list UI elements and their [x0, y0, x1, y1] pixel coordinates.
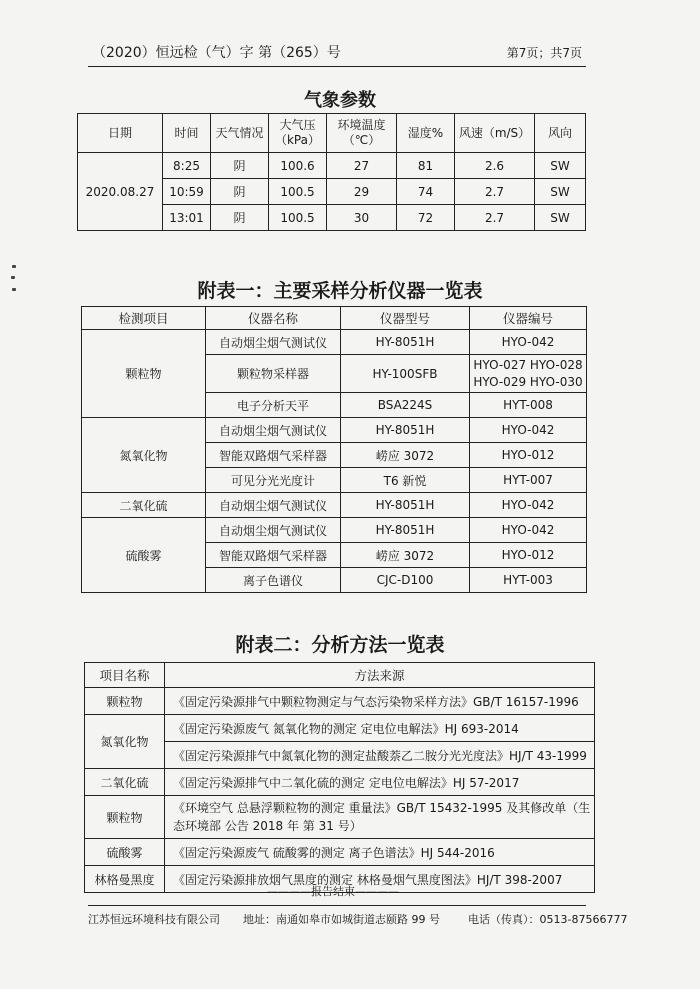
table-cell: 自动烟尘烟气测试仪: [206, 418, 341, 443]
table-cell: 10:59: [163, 179, 211, 205]
table-cell: 8:25: [163, 153, 211, 179]
page-indicator: 第7页；共7页: [506, 46, 582, 60]
col-header: 检测项目: [82, 307, 206, 330]
item-cell: 氮氧化物: [82, 418, 206, 493]
method-cell: 《固定污染源废气 硫酸雾的测定 离子色谱法》HJ 544-2016: [165, 839, 595, 866]
report-end-note: ————报告结束————: [267, 885, 399, 898]
weather-title: 气象参数: [304, 90, 376, 111]
table-row: [85, 796, 595, 839]
item-cell: 颗粒物: [82, 330, 206, 418]
table-header-row: [78, 114, 586, 153]
table-row: [85, 688, 595, 715]
header-divider: [88, 66, 586, 67]
table-cell: CJC-D100: [341, 568, 470, 593]
table-cell: HYO-027 HYO-028 HYO-029 HYO-030: [470, 355, 587, 393]
table-header-row: [82, 307, 587, 330]
table-cell: 27: [327, 153, 397, 179]
binding-mark: [12, 288, 16, 291]
table-cell: 离子色谱仪: [206, 568, 341, 593]
item-cell: 硫酸雾: [85, 839, 165, 866]
table-cell: SW: [535, 153, 586, 179]
col-header: 大气压（kPa）: [269, 114, 327, 153]
table-cell: 崂应 3072: [341, 543, 470, 568]
date-cell: 2020.08.27: [78, 153, 163, 231]
table-cell: 自动烟尘烟气测试仪: [206, 518, 341, 543]
table-row: [82, 493, 587, 518]
table-row: [85, 839, 595, 866]
table-cell: HYO-012: [470, 543, 587, 568]
table-cell: 74: [397, 179, 455, 205]
table-cell: 100.6: [269, 153, 327, 179]
instrument-table: [81, 306, 587, 593]
page-header: [92, 42, 582, 66]
table-cell: 电子分析天平: [206, 393, 341, 418]
table-cell: 100.5: [269, 205, 327, 231]
col-header: 项目名称: [85, 663, 165, 688]
col-header: 风向: [535, 114, 586, 153]
report-number: （2020）恒远检（气）字 第（265）号: [92, 45, 341, 61]
table-cell: 自动烟尘烟气测试仪: [206, 330, 341, 355]
weather-table: [77, 113, 586, 231]
method-cell: 《固定污染源排气中氮氧化物的测定盐酸萘乙二胺分光光度法》HJ/T 43-1999: [165, 742, 595, 769]
col-header: 时间: [163, 114, 211, 153]
method-cell: 《环境空气 总悬浮颗粒物的测定 重量法》GB/T 15432-1995 及其修改单（生态环境部 公告 2018 年 第 31 号）: [165, 796, 595, 839]
method-table-title: 附表二：分析方法一览表: [235, 634, 445, 656]
table-header-row: [85, 663, 595, 688]
table-cell: 100.5: [269, 179, 327, 205]
item-cell: 林格曼黑度: [85, 866, 165, 893]
table-cell: T6 新悦: [341, 468, 470, 493]
table-cell: HYO-042: [470, 493, 587, 518]
method-cell: 《固定污染源排气中颗粒物测定与气态污染物采样方法》GB/T 16157-1996: [165, 688, 595, 715]
method-cell: 《固定污染源废气 氮氧化物的测定 定电位电解法》HJ 693-2014: [165, 715, 595, 742]
company-address: 地址：南通如皋市如城街道志颐路 99 号: [243, 913, 440, 926]
col-header: 天气情况: [211, 114, 269, 153]
table-cell: 颗粒物采样器: [206, 355, 341, 393]
table-cell: HYO-042: [470, 418, 587, 443]
table-cell: HYT-003: [470, 568, 587, 593]
col-header: 湿度%: [397, 114, 455, 153]
table-cell: 阴: [211, 205, 269, 231]
table-cell: SW: [535, 179, 586, 205]
table-cell: 自动烟尘烟气测试仪: [206, 493, 341, 518]
table-row: [82, 518, 587, 543]
item-cell: 氮氧化物: [85, 715, 165, 769]
table-cell: 81: [397, 153, 455, 179]
col-header: 仪器型号: [341, 307, 470, 330]
table-cell: 72: [397, 205, 455, 231]
table-cell: HYO-042: [470, 518, 587, 543]
item-cell: 二氧化硫: [85, 769, 165, 796]
table-cell: 2.7: [455, 179, 535, 205]
table-cell: SW: [535, 205, 586, 231]
item-cell: 颗粒物: [85, 796, 165, 839]
table-cell: HY-8051H: [341, 330, 470, 355]
table-row: [78, 153, 586, 179]
item-cell: 颗粒物: [85, 688, 165, 715]
table-cell: 阴: [211, 153, 269, 179]
table-cell: 13:01: [163, 205, 211, 231]
item-cell: 硫酸雾: [82, 518, 206, 593]
footer-divider: [88, 905, 586, 906]
method-table: [84, 662, 595, 893]
table-cell: 2.7: [455, 205, 535, 231]
table-cell: HY-8051H: [341, 493, 470, 518]
table-cell: BSA224S: [341, 393, 470, 418]
table-cell: 2.6: [455, 153, 535, 179]
table-row: [82, 418, 587, 443]
table-cell: HY-100SFB: [341, 355, 470, 393]
method-cell: 《固定污染源排放烟气黑度的测定 林格曼烟气黑度图法》HJ/T 398-2007: [165, 866, 595, 893]
table-cell: HYO-042: [470, 330, 587, 355]
table-cell: HYT-007: [470, 468, 587, 493]
table-cell: 智能双路烟气采样器: [206, 443, 341, 468]
instrument-table-title: 附表一：主要采样分析仪器一览表: [197, 280, 483, 302]
col-header: 仪器编号: [470, 307, 587, 330]
company-phone: 电话（传真）：0513-87566777: [468, 913, 628, 926]
table-cell: 崂应 3072: [341, 443, 470, 468]
binding-mark: [12, 265, 16, 268]
col-header: 仪器名称: [206, 307, 341, 330]
col-header: 风速（m/S）: [455, 114, 535, 153]
table-cell: HYT-008: [470, 393, 587, 418]
table-cell: 阴: [211, 179, 269, 205]
method-cell: 《固定污染源排气中二氧化硫的测定 定电位电解法》HJ 57-2017: [165, 769, 595, 796]
col-header: 方法来源: [165, 663, 595, 688]
table-cell: 30: [327, 205, 397, 231]
table-cell: HYO-012: [470, 443, 587, 468]
table-cell: HY-8051H: [341, 518, 470, 543]
table-cell: 可见分光光度计: [206, 468, 341, 493]
binding-mark: [11, 276, 15, 279]
table-cell: 29: [327, 179, 397, 205]
table-cell: HY-8051H: [341, 418, 470, 443]
table-row: [82, 330, 587, 355]
table-row: [85, 769, 595, 796]
item-cell: 二氧化硫: [82, 493, 206, 518]
table-row: [85, 715, 595, 742]
table-cell: 智能双路烟气采样器: [206, 543, 341, 568]
company-name: 江苏恒远环境科技有限公司: [88, 913, 220, 926]
col-header: 日期: [78, 114, 163, 153]
col-header: 环境温度（℃）: [327, 114, 397, 153]
